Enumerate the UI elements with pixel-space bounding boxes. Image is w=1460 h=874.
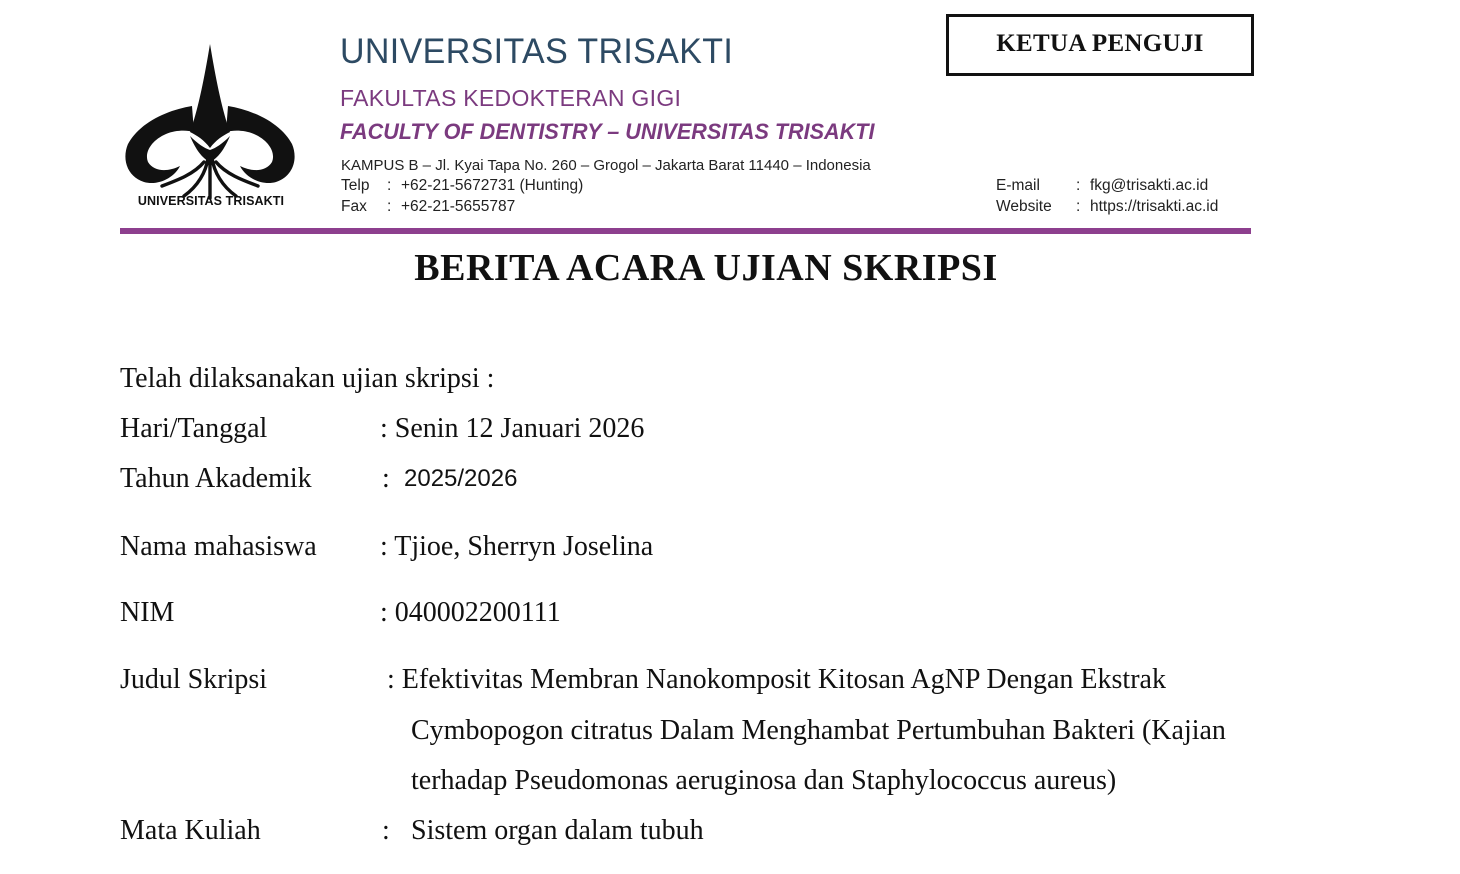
faculty-name-id: FAKULTAS KEDOKTERAN GIGI — [340, 85, 682, 111]
logo-caption: UNIVERSITAS TRISAKTI — [137, 194, 285, 208]
academic-year-value: 2025/2026 — [404, 465, 518, 492]
telp-label: Telp — [341, 177, 370, 194]
role-badge-label: KETUA PENGUJI — [996, 30, 1204, 57]
nim-value: : 040002200111 — [380, 597, 561, 628]
header-divider — [120, 228, 1251, 234]
intro-text: Telah dilaksanakan ujian skripsi : — [120, 363, 495, 394]
date-value: : Senin 12 Januari 2026 — [380, 413, 645, 444]
course-label: Mata Kuliah — [120, 815, 261, 846]
fax-value: +62-21-5655787 — [401, 198, 516, 215]
course-value: Sistem organ dalam tubuh — [411, 815, 704, 846]
document-title: BERITA ACARA UJIAN SKRIPSI — [414, 247, 998, 289]
website-line: Website : https://trisakti.ac.id — [996, 198, 1219, 215]
fax-label: Fax — [341, 198, 367, 215]
thesis-title-label: Judul Skripsi — [120, 664, 268, 695]
thesis-title-line-1: : Efektivitas Membran Nanokomposit Kitosan AgNP Dengan Ekstrak — [387, 664, 1166, 695]
email-line: E-mail : fkg@trisakti.ac.id — [996, 177, 1209, 194]
telp-value: +62-21-5672731 (Hunting) — [401, 177, 584, 194]
website-value: https://trisakti.ac.id — [1090, 198, 1219, 215]
telp-line: Telp : +62-21-5672731 (Hunting) — [341, 177, 584, 194]
address: KAMPUS B – Jl. Kyai Tapa No. 260 – Grogol – Jakarta Barat 11440 – Indonesia — [341, 157, 871, 174]
date-label: Hari/Tanggal — [120, 413, 268, 444]
trisakti-emblem-icon — [118, 40, 304, 216]
role-badge — [946, 14, 1254, 76]
university-logo — [118, 40, 304, 216]
university-name: UNIVERSITAS TRISAKTI — [340, 32, 734, 71]
student-name-value: : Tjioe, Sherryn Joselina — [380, 531, 654, 562]
student-name-label: Nama mahasiswa — [120, 531, 317, 562]
academic-year-label: Tahun Akademik — [120, 463, 312, 494]
faculty-name-en: FACULTY OF DENTISTRY – UNIVERSITAS TRISAKTI — [340, 119, 875, 144]
course-colon: : — [382, 815, 390, 846]
thesis-title-line-3: terhadap Pseudomonas aeruginosa dan Staphylococcus aureus) — [411, 765, 1117, 796]
academic-year-colon: : — [382, 463, 390, 494]
nim-label: NIM — [120, 597, 175, 628]
email-value: fkg@trisakti.ac.id — [1090, 177, 1209, 194]
website-label: Website — [996, 198, 1052, 215]
fax-line: Fax : +62-21-5655787 — [341, 198, 516, 215]
thesis-title-line-2: Cymbopogon citratus Dalam Menghambat Pertumbuhan Bakteri (Kajian — [411, 715, 1226, 746]
email-label: E-mail — [996, 177, 1040, 194]
